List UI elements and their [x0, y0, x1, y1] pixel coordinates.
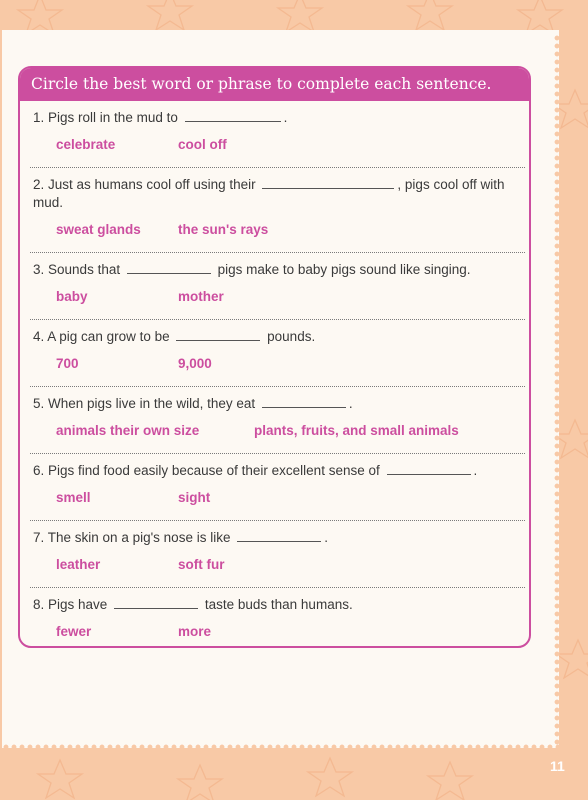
answer-blank	[262, 405, 346, 408]
question-number: 2.	[33, 177, 45, 192]
question-number: 4.	[33, 329, 45, 344]
question-stem: Pigs find food easily because of their excellent sense of	[48, 463, 380, 478]
question-text	[33, 462, 513, 480]
question-row	[30, 253, 525, 320]
question-number: 5.	[33, 396, 45, 411]
question-row	[30, 387, 525, 454]
exercise-card	[18, 66, 531, 648]
perforated-edge-right	[552, 34, 562, 746]
question-row	[30, 588, 525, 648]
question-ending: pigs make to baby pigs sound like singing.	[217, 262, 471, 277]
question-number: 6.	[33, 463, 45, 478]
question-stem: Just as humans cool off using their	[48, 177, 256, 192]
question-ending: taste buds than humans.	[204, 597, 353, 612]
answer-choice[interactable]: soft fur	[178, 557, 225, 572]
answer-blank	[387, 472, 471, 475]
answer-choice[interactable]: cool off	[178, 137, 227, 152]
question-number: 3.	[33, 262, 45, 277]
answer-choice[interactable]: sweat glands	[56, 222, 141, 237]
answer-choice[interactable]: celebrate	[56, 137, 116, 152]
question-ending: .	[324, 530, 328, 545]
answer-choice[interactable]: 700	[56, 356, 79, 371]
answer-choice[interactable]: sight	[178, 490, 211, 505]
question-text	[33, 529, 513, 547]
question-stem: The skin on a pig's nose is like	[47, 530, 231, 545]
answer-choice[interactable]: fewer	[56, 624, 92, 639]
answer-choice[interactable]: plants, fruits, and small animals	[254, 423, 459, 438]
answer-choice[interactable]: 9,000	[178, 356, 212, 371]
question-text	[33, 328, 513, 346]
question-stem: Pigs have	[48, 597, 108, 612]
answer-blank	[262, 186, 394, 189]
question-ending: , pigs cool off with mud.	[33, 177, 505, 210]
question-ending: .	[473, 463, 478, 478]
answer-blank	[176, 338, 260, 341]
question-row	[30, 101, 525, 168]
answer-choice[interactable]: animals their own size	[56, 423, 200, 438]
answer-choice[interactable]: baby	[56, 289, 88, 304]
question-ending: pounds.	[267, 329, 316, 344]
question-text	[33, 261, 513, 279]
perforated-edge-bottom	[2, 742, 559, 752]
answer-choice[interactable]: leather	[56, 557, 101, 572]
question-ending: .	[283, 110, 288, 125]
question-text	[33, 109, 513, 127]
question-stem: When pigs live in the wild, they eat	[48, 396, 256, 411]
instruction-header: Circle the best word or phrase to complete each sentence.	[20, 68, 529, 101]
question-row	[30, 521, 525, 588]
question-stem: Pigs roll in the mud to	[48, 110, 178, 125]
answer-blank	[185, 119, 281, 122]
answer-blank	[114, 606, 198, 609]
question-number: 8.	[33, 597, 45, 612]
question-stem: A pig can grow to be	[47, 329, 170, 344]
answer-choice[interactable]: more	[178, 624, 212, 639]
question-stem: Sounds that	[48, 262, 121, 277]
answer-blank	[127, 271, 211, 274]
answer-choice[interactable]: smell	[56, 490, 91, 505]
question-ending: .	[348, 396, 353, 411]
answer-choice[interactable]: the sun's rays	[178, 222, 269, 237]
question-row	[30, 320, 525, 387]
question-number: 7.	[33, 530, 45, 545]
question-text	[33, 596, 513, 614]
question-text	[33, 176, 513, 212]
answer-blank	[237, 539, 321, 542]
question-number: 1.	[33, 110, 45, 125]
page-number: 11	[550, 758, 565, 774]
question-list	[20, 101, 529, 648]
answer-choice[interactable]: mother	[178, 289, 224, 304]
question-row	[30, 168, 525, 253]
question-text	[33, 395, 513, 413]
question-row	[30, 454, 525, 521]
